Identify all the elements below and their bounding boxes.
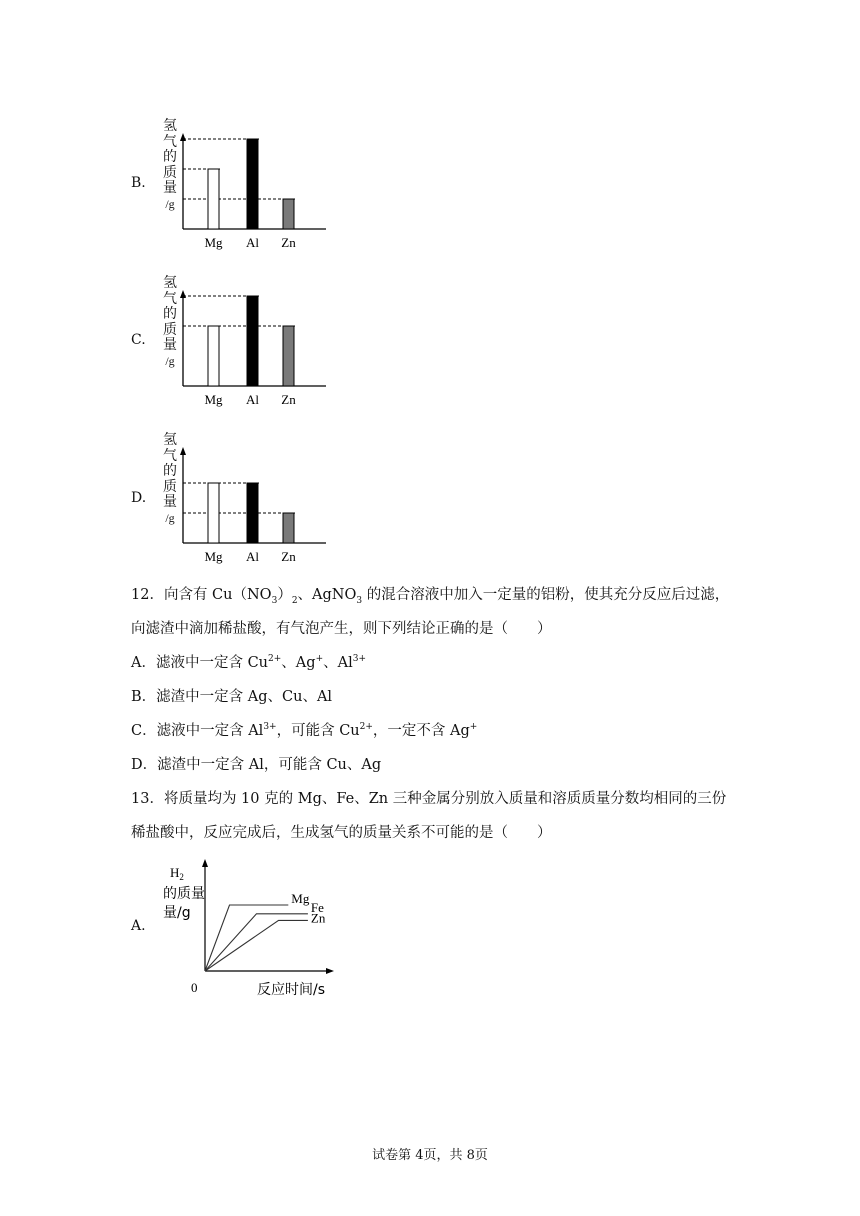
option-label-c: C. (131, 332, 146, 348)
x-tick-label: Al (246, 549, 259, 564)
y-axis-label: 氢 气 的 质 量 /g (163, 275, 177, 368)
q12-option-c: C．滤液中一定含 $Al^{3+}$，可能含 $Cu^{2+}$，一定不含 Ag+ (131, 722, 478, 739)
bar-zn (283, 199, 294, 229)
q13-line1: 13．将质量均为 10 克的 Mg、Fe、Zn 三种金属分别放入质量和溶质质量分数均相同的三份 (131, 791, 727, 807)
y-axis-arrow (180, 133, 186, 141)
q12-option-b: B．滤渣中一定含 Ag、Cu、Al (131, 689, 333, 705)
bar-chart-c (170, 282, 340, 412)
y-axis-arrow (180, 447, 186, 455)
bar-al (247, 139, 258, 229)
x-tick-label: Zn (281, 549, 296, 564)
x-tick-label: Al (246, 392, 259, 407)
q12-option-a: A．滤液中一定含 $Cu^{2+}$、Ag+、$Al^{3+}$ (131, 654, 366, 671)
x-tick-label: Mg (204, 549, 223, 564)
y-axis-label-line3: 量/g (163, 905, 191, 921)
series-label-mg: Mg (291, 891, 310, 906)
x-tick-label: Mg (204, 392, 223, 407)
bar-zn (283, 513, 294, 543)
x-tick-label: Zn (281, 235, 296, 250)
x-tick-label: Al (246, 235, 259, 250)
x-axis-arrow (326, 968, 334, 974)
line-chart-a (150, 855, 350, 1005)
y-axis-label-line2: 的质量 (163, 886, 205, 902)
bar-chart-b (170, 125, 340, 255)
series-label-zn: Zn (310, 910, 326, 926)
q12-option-d: D．滤渣中一定含 Al，可能含 Cu、Ag (131, 757, 382, 773)
q12-line2: 向滤渣中滴加稀盐酸，有气泡产生，则下列结论正确的是（ ） (131, 621, 552, 637)
y-axis-label: 氢 气 的 质 量 /g (163, 118, 177, 211)
series-line-fe (205, 914, 308, 971)
series-line-mg (205, 905, 288, 971)
y-axis-label: 氢 气 的 质 量 /g (163, 432, 177, 525)
origin-label: 0 (191, 980, 198, 995)
series-label-fe: Fe (310, 899, 324, 915)
bar-al (247, 296, 258, 386)
page-footer: 试卷第 4页，共 8页 (372, 1148, 488, 1163)
q12-line1: 12．向含有 $Cu(NO_3)_2$、AgNO$_3$ 的混合溶液中加入一定量的铝粉，使其充分反应后过滤， (131, 587, 730, 606)
q13-line2: 稀盐酸中，反应完成后，生成氢气的质量关系不可能的是（ ） (131, 825, 552, 841)
bar-mg (208, 483, 219, 543)
x-tick-label: Mg (204, 235, 223, 250)
x-axis-label: 反应时间/s (257, 982, 326, 998)
option-label-d: D. (131, 490, 147, 506)
option-label-a: A. (131, 918, 146, 934)
bar-mg (208, 326, 219, 386)
bar-chart-d (170, 439, 340, 569)
bar-mg (208, 169, 219, 229)
bar-zn (283, 326, 294, 386)
bar-al (247, 483, 258, 543)
y-axis-arrow (180, 290, 186, 298)
x-tick-label: Zn (281, 392, 296, 407)
option-label-b: B. (131, 175, 146, 191)
y-axis-label-h2: $H_2$ (170, 865, 184, 882)
y-axis-arrow (202, 859, 208, 867)
